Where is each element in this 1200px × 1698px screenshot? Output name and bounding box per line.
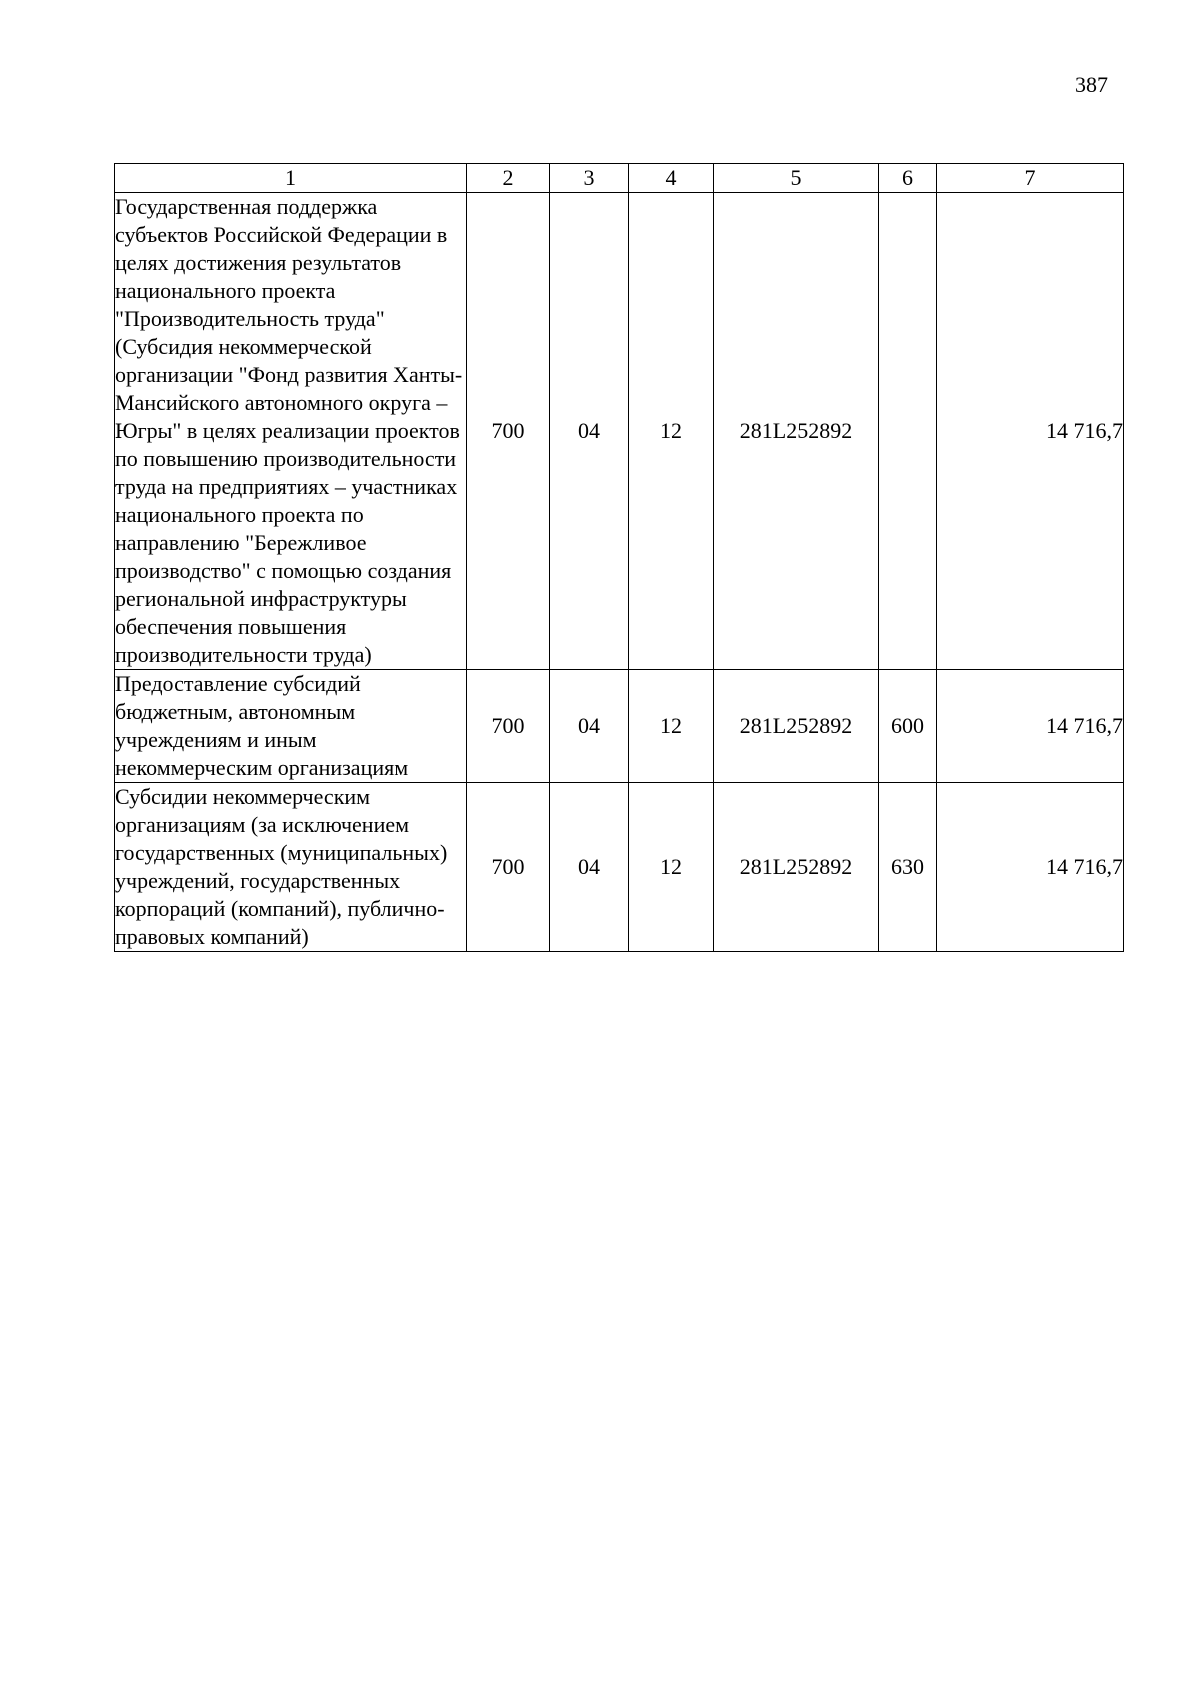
- amount-cell: 14 716,7: [937, 783, 1124, 952]
- header-row: [115, 164, 1124, 193]
- row-name-cell: Предоставление субсидий бюджетным, автономным учреждениям и иным некоммерческим организациям: [115, 670, 467, 783]
- section-cell: 04: [550, 783, 629, 952]
- subsection-cell: 12: [629, 670, 714, 783]
- table-row: [115, 783, 1124, 952]
- target-article-cell: 281L252892: [714, 193, 879, 670]
- amount-cell: 14 716,7: [937, 670, 1124, 783]
- column-header-5: 5: [714, 164, 879, 193]
- code-cell: 700: [467, 783, 550, 952]
- column-header-3: 3: [550, 164, 629, 193]
- column-header-4: 4: [629, 164, 714, 193]
- target-article-cell: 281L252892: [714, 670, 879, 783]
- subsection-cell: 12: [629, 193, 714, 670]
- section-cell: 04: [550, 193, 629, 670]
- code-cell: 700: [467, 670, 550, 783]
- expense-type-cell: [879, 193, 937, 670]
- column-header-6: 6: [879, 164, 937, 193]
- row-name-cell: Субсидии некоммерческим организациям (за исключением государственных (муниципальных) учреждений, государственных корпораций (компаний), публично-правовых компаний): [115, 783, 467, 952]
- budget-table: [114, 163, 1124, 952]
- table-row: [115, 193, 1124, 670]
- row-name-cell: Государственная поддержка субъектов Российской Федерации в целях достижения результатов национального проекта "Производительность труда" (Субсидия некоммерческой организации "Фонд развития Ханты-Мансийского автономного округа – Югры" в целях реализации проектов по повышению производительности труда на предприятиях – участниках национального проекта по направлению "Бережливое производство" с помощью создания региональной инфраструктуры обеспечения повышения производительности труда): [115, 193, 467, 670]
- code-cell: 700: [467, 193, 550, 670]
- amount-cell: 14 716,7: [937, 193, 1124, 670]
- expense-type-cell: 600: [879, 670, 937, 783]
- section-cell: 04: [550, 670, 629, 783]
- column-header-1: 1: [115, 164, 467, 193]
- subsection-cell: 12: [629, 783, 714, 952]
- column-header-2: 2: [467, 164, 550, 193]
- target-article-cell: 281L252892: [714, 783, 879, 952]
- page-number: 387: [1075, 72, 1108, 97]
- table-row: [115, 670, 1124, 783]
- column-header-7: 7: [937, 164, 1124, 193]
- expense-type-cell: 630: [879, 783, 937, 952]
